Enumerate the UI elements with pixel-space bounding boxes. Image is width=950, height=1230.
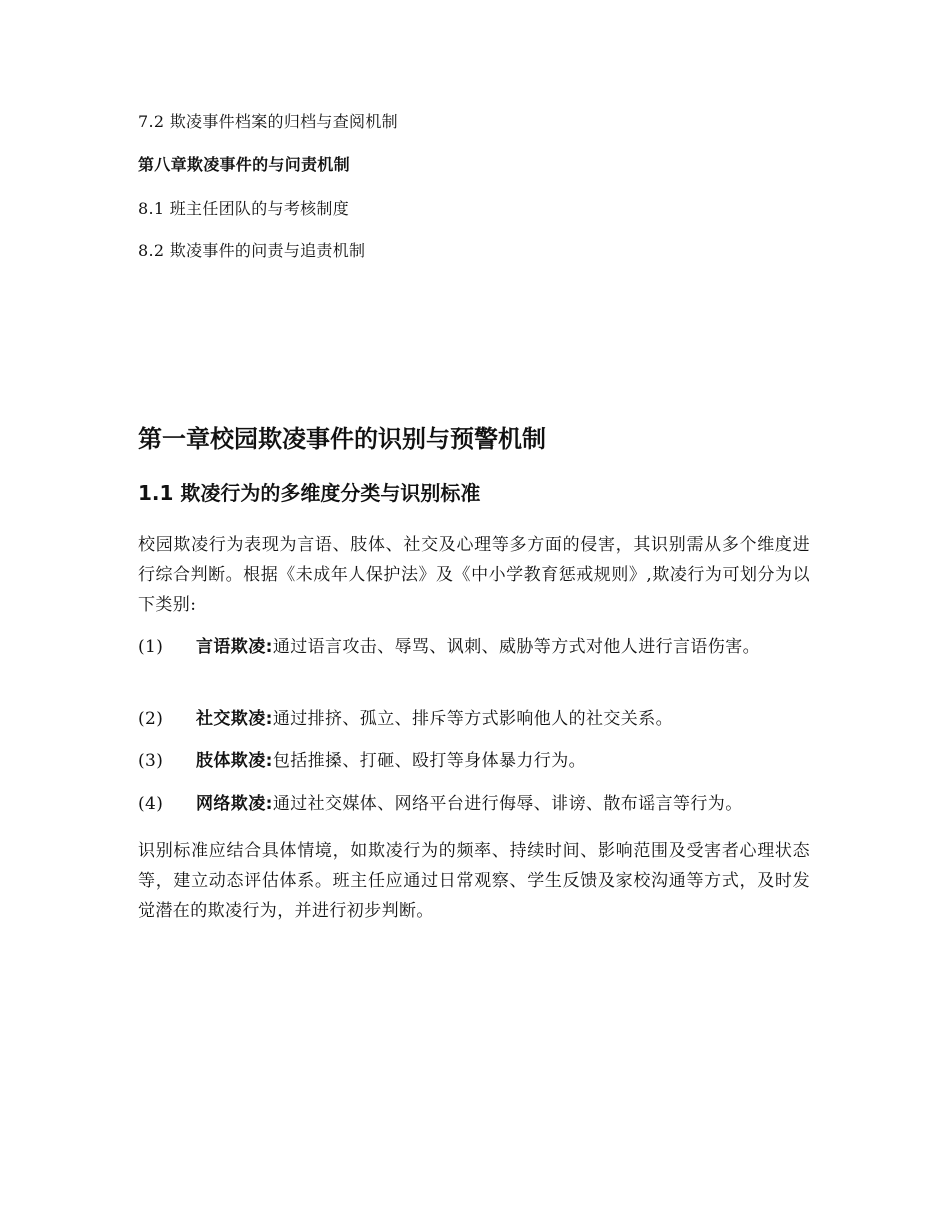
toc-item-7-2: 7.2 欺凌事件档案的归档与查阅机制 bbox=[138, 112, 398, 131]
category-term: 肢体欺凌: bbox=[196, 751, 273, 771]
category-description: 包括推搡、打砸、殴打等身体暴力行为。 bbox=[272, 751, 587, 771]
closing-paragraph: 识别标准应结合具体情境，如欺凌行为的频率、持续时间、影响范围及受害者心理状态等，建立动态评估体系。班主任应通过日常观察、学生反馈及家校沟通等方式，及时发觉潜在的欺凌行为，并进行初步判断。 bbox=[138, 841, 810, 921]
intro-paragraph: 校园欺凌行为表现为言语、肢体、社交及心理等多方面的侵害，其识别需从多个维度进行综合判断。根据《未成年人保护法》及《中小学教育惩戒规则》,欺凌行为可划分为以下类别: bbox=[138, 535, 810, 615]
category-term: 言语欺凌: bbox=[196, 637, 273, 657]
category-item-1 bbox=[138, 632, 810, 662]
category-number: (1) bbox=[138, 637, 164, 657]
category-item-3 bbox=[138, 746, 810, 776]
category-number: (4) bbox=[138, 794, 164, 814]
category-number: (2) bbox=[138, 709, 164, 729]
toc-item-8-2: 8.2 欺凌事件的问责与追责机制 bbox=[138, 241, 366, 260]
toc-chapter-8: 第八章欺凌事件的与问责机制 bbox=[138, 155, 350, 174]
category-description: 通过社交媒体、网络平台进行侮辱、诽谤、散布谣言等行为。 bbox=[272, 794, 743, 814]
section-1-1-title: 1.1 欺凌行为的多维度分类与识别标准 bbox=[138, 481, 481, 505]
chapter-1-title: 第一章校园欺凌事件的识别与预警机制 bbox=[138, 425, 546, 453]
category-item-4 bbox=[138, 789, 810, 819]
category-term: 社交欺凌: bbox=[196, 709, 273, 729]
category-term: 网络欺凌: bbox=[196, 794, 273, 814]
category-description: 通过排挤、孤立、排斥等方式影响他人的社交关系。 bbox=[272, 709, 674, 729]
category-description: 通过语言攻击、辱骂、讽刺、威胁等方式对他人进行言语伤害。 bbox=[272, 637, 761, 657]
category-number: (3) bbox=[138, 751, 164, 771]
toc-item-8-1: 8.1 班主任团队的与考核制度 bbox=[138, 199, 350, 218]
category-item-2 bbox=[138, 704, 810, 734]
